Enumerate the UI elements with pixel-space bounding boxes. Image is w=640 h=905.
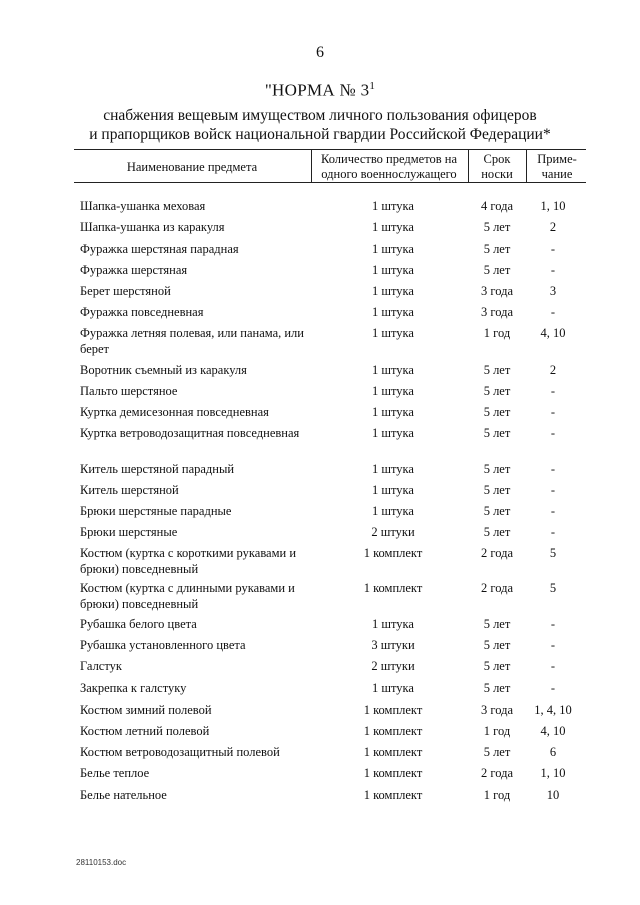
header-note (528, 152, 586, 182)
item-term: 5 лет (483, 617, 511, 631)
item-name: Фуражка летняя полевая, или панама, или берет (80, 326, 304, 356)
item-qty: 1 штука (372, 305, 414, 319)
header-name: Наименование предмета (126, 160, 258, 174)
item-qty: 1 штука (372, 462, 414, 476)
item-note: - (550, 263, 556, 277)
item-term: 5 лет (483, 525, 511, 539)
item-qty: 1 штука (372, 405, 414, 419)
item-qty: 1 штука (372, 426, 414, 440)
item-term: 3 года (481, 305, 513, 319)
item-note: - (550, 483, 556, 497)
item-term: 5 лет (483, 483, 511, 497)
item-note: - (550, 504, 556, 518)
item-qty: 1 штука (372, 681, 414, 695)
item-term: 5 лет (483, 681, 511, 695)
document-title (0, 80, 640, 101)
header-term (470, 152, 524, 182)
item-qty: 1 комплект (363, 581, 423, 595)
item-term: 5 лет (483, 220, 511, 234)
subtitle-line-2: и прапорщиков войск национальной гвардии Российской Федерации* (89, 126, 551, 143)
header-term-line-1: Срок (483, 152, 511, 166)
item-qty: 1 комплект (363, 788, 423, 802)
item-name: Брюки шерстяные парадные (80, 504, 232, 518)
item-name: Шапка-ушанка меховая (80, 199, 206, 213)
item-name: Шапка-ушанка из каракуля (80, 220, 225, 234)
item-name: Галстук (80, 659, 122, 673)
item-term: 5 лет (483, 363, 511, 377)
item-name: Костюм летний полевой (80, 724, 210, 738)
item-note: 1, 10 (540, 766, 566, 780)
item-note: 2 (549, 220, 557, 234)
item-qty: 2 штуки (371, 659, 415, 673)
item-name: Брюки шерстяные (80, 525, 178, 539)
item-qty: 1 штука (372, 326, 414, 340)
item-note: - (550, 617, 556, 631)
item-note: 1, 4, 10 (534, 703, 572, 717)
header-term-line-2: носки (481, 167, 513, 181)
item-qty: 1 штука (372, 220, 414, 234)
item-qty: 1 штука (372, 617, 414, 631)
item-term: 3 года (481, 703, 513, 717)
item-term: 5 лет (483, 384, 511, 398)
item-name: Берет шерстяной (80, 284, 171, 298)
item-term: 4 года (481, 199, 513, 213)
item-note: 4, 10 (540, 724, 566, 738)
item-qty: 1 штука (372, 284, 414, 298)
item-qty: 2 штуки (371, 525, 415, 539)
item-name: Рубашка установленного цвета (80, 638, 246, 652)
item-term: 1 год (483, 788, 511, 802)
item-name: Костюм ветроводозащитный полевой (80, 745, 280, 759)
item-name: Белье теплое (80, 766, 150, 780)
item-term: 5 лет (483, 638, 511, 652)
subtitle-line-1: снабжения вещевым имуществом личного пользования офицеров (103, 107, 537, 124)
item-qty: 1 штука (372, 263, 414, 277)
title-superscript: 1 (369, 80, 376, 92)
title-text: "НОРМА № 3 (264, 80, 370, 100)
item-note: - (550, 638, 556, 652)
item-qty: 1 комплект (363, 703, 423, 717)
header-note-line-2: чание (541, 167, 573, 181)
header-divider (526, 150, 527, 182)
item-note: - (550, 462, 556, 476)
item-name: Фуражка повседневная (80, 305, 204, 319)
item-name: Куртка ветроводозащитная повседневная (80, 426, 300, 440)
item-qty: 1 штука (372, 384, 414, 398)
item-qty: 1 комплект (363, 724, 423, 738)
item-name: Рубашка белого цвета (80, 617, 197, 631)
item-term: 5 лет (483, 462, 511, 476)
item-note: - (550, 659, 556, 673)
item-term: 1 год (483, 326, 511, 340)
item-term: 5 лет (483, 745, 511, 759)
item-note: - (550, 384, 556, 398)
item-note: - (550, 426, 556, 440)
item-name: Пальто шерстяное (80, 384, 178, 398)
item-note: 1, 10 (540, 199, 566, 213)
item-name: Закрепка к галстуку (80, 681, 187, 695)
item-term: 2 года (481, 546, 513, 560)
item-term: 5 лет (483, 504, 511, 518)
item-note: - (550, 681, 556, 695)
item-note: 2 (549, 363, 557, 377)
page-number: 6 (316, 44, 324, 61)
document-subtitle (60, 106, 580, 144)
item-name: Фуражка шерстяная парадная (80, 242, 239, 256)
item-name: Воротник съемный из каракуля (80, 363, 247, 377)
item-term: 5 лет (483, 659, 511, 673)
item-note: - (550, 405, 556, 419)
item-name: Белье нательное (80, 788, 167, 802)
item-term: 5 лет (483, 242, 511, 256)
table-top-rule (74, 149, 586, 150)
item-note: - (550, 242, 556, 256)
item-note: 10 (546, 788, 560, 802)
item-qty: 1 комплект (363, 766, 423, 780)
item-qty: 1 штука (372, 483, 414, 497)
item-name: Китель шерстяной (80, 483, 179, 497)
header-note-line-1: Приме- (537, 152, 577, 166)
item-term: 5 лет (483, 426, 511, 440)
item-qty: 1 штука (372, 242, 414, 256)
item-name: Костюм (куртка с длинными рукавами и брюки) повседневный (80, 581, 295, 611)
header-qty (313, 152, 465, 182)
header-divider (468, 150, 469, 182)
item-note: 4, 10 (540, 326, 566, 340)
item-term: 5 лет (483, 405, 511, 419)
item-name: Фуражка шерстяная (80, 263, 188, 277)
item-qty: 1 штука (372, 504, 414, 518)
item-term: 1 год (483, 724, 511, 738)
item-qty: 1 комплект (363, 745, 423, 759)
table-header-rule (74, 182, 586, 183)
item-term: 5 лет (483, 263, 511, 277)
item-name: Костюм (куртка с короткими рукавами и брюки) повседневный (80, 546, 297, 576)
item-term: 3 года (481, 284, 513, 298)
item-note: 5 (549, 546, 557, 560)
item-note: 5 (549, 581, 557, 595)
item-name: Костюм зимний полевой (80, 703, 212, 717)
item-note: 3 (549, 284, 557, 298)
item-note: 6 (549, 745, 557, 759)
item-qty: 1 комплект (363, 546, 423, 560)
item-note: - (550, 305, 556, 319)
header-qty-line-1: Количество предметов на (320, 152, 458, 166)
item-qty: 3 штуки (371, 638, 415, 652)
item-name: Куртка демисезонная повседневная (80, 405, 269, 419)
header-qty-line-2: одного военнослужащего (321, 167, 457, 181)
item-name: Китель шерстяной парадный (80, 462, 235, 476)
item-qty: 1 штука (372, 363, 414, 377)
item-qty: 1 штука (372, 199, 414, 213)
document-footer-filename: 28110153.doc (76, 858, 127, 867)
item-term: 2 года (481, 581, 513, 595)
item-term: 2 года (481, 766, 513, 780)
item-note: - (550, 525, 556, 539)
header-divider (311, 150, 312, 182)
